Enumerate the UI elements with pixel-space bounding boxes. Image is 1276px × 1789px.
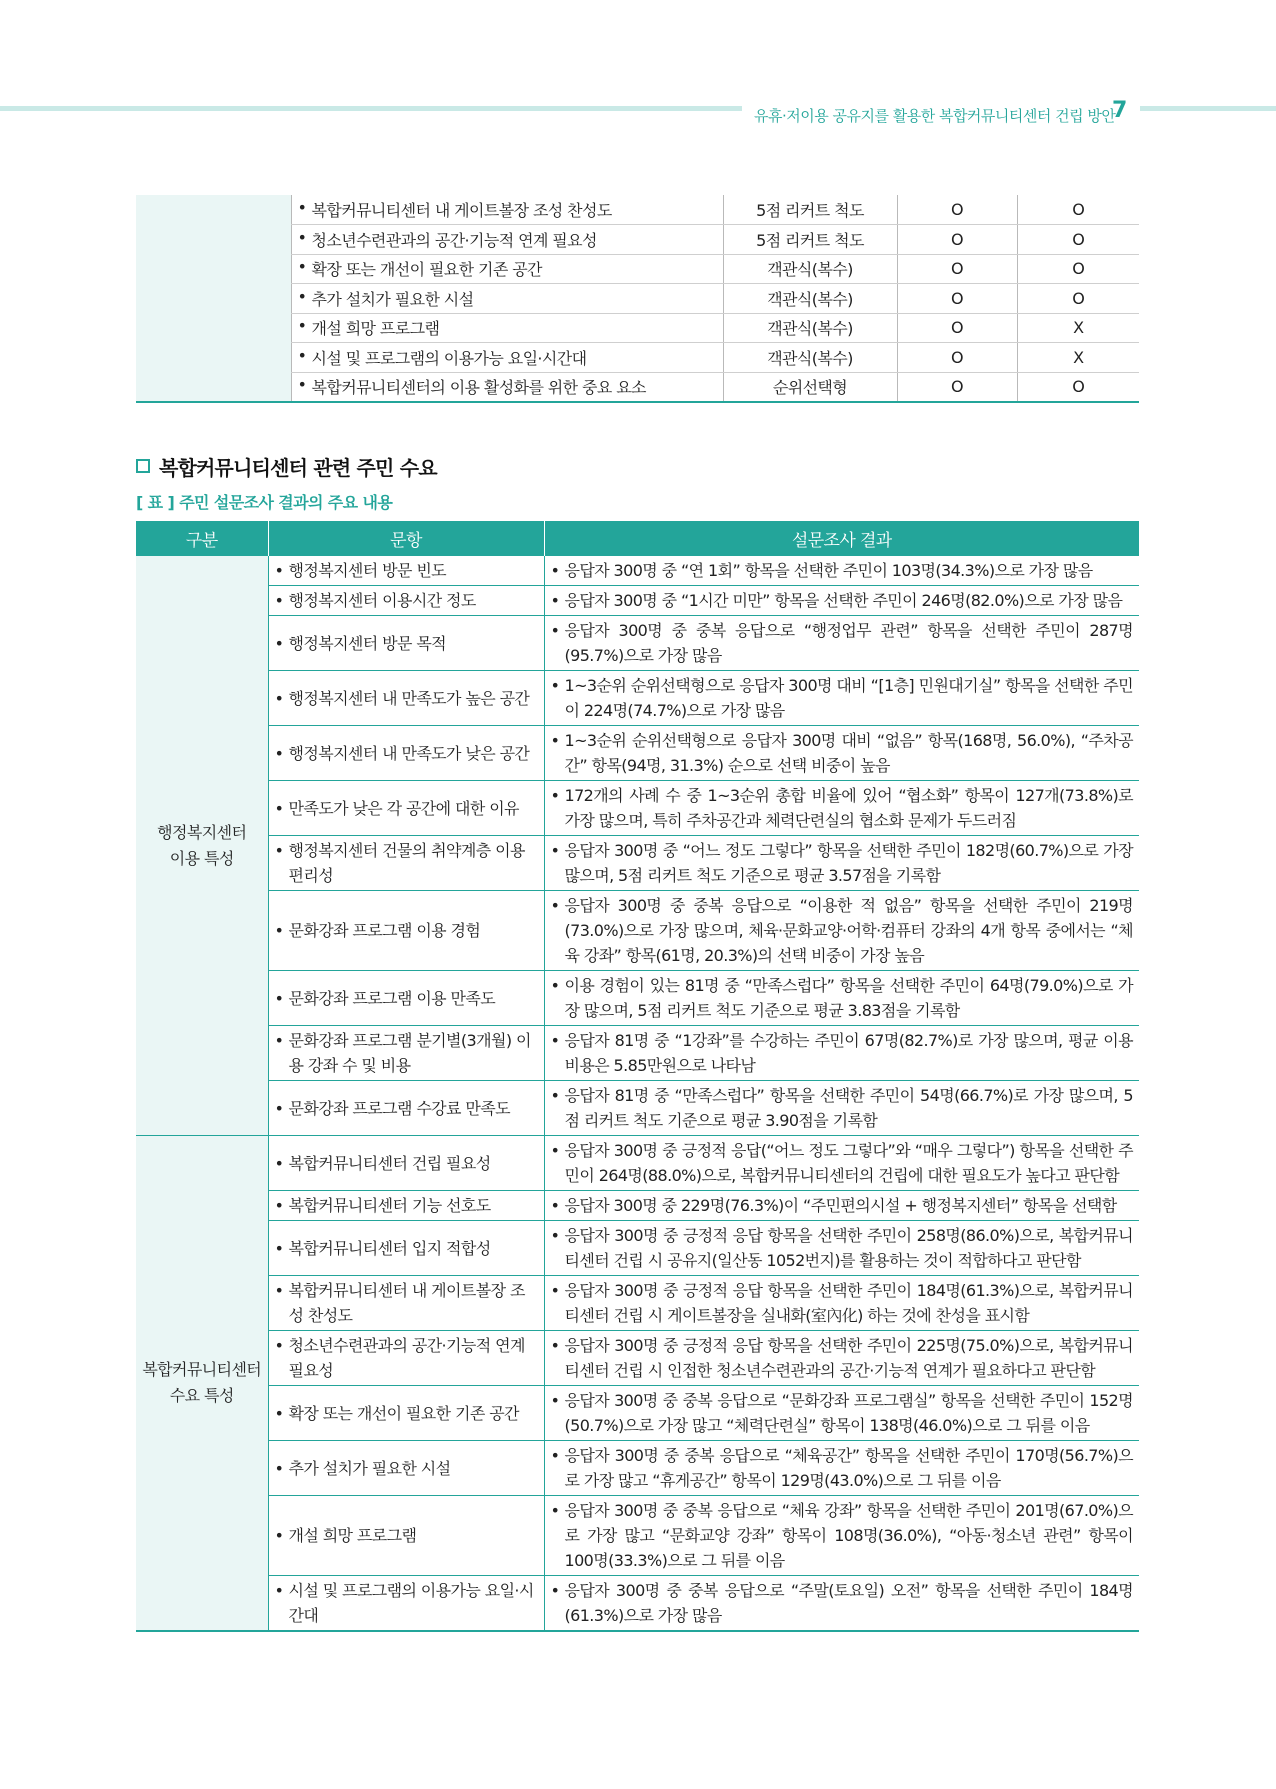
item-cell: • 추가 설치가 필요한 시설 (291, 284, 723, 314)
running-title: 유휴·저이용 공유지를 활용한 복합커뮤니티센터 건립 방안 (754, 107, 1116, 125)
item-cell: • 복합커뮤니티센터 내 게이트볼장 조성 찬성도 (291, 195, 723, 225)
survey-items-table (136, 195, 1139, 403)
type-cell: 5점 리커트 척도 (723, 225, 897, 255)
table-row (136, 726, 1139, 781)
table-row (136, 616, 1139, 671)
group-label-cell: 행정복지센터 이용 특성 (136, 556, 268, 1136)
mark-cell: O (897, 195, 1017, 225)
blank-category-cell (136, 195, 291, 402)
mark-cell: O (897, 372, 1017, 402)
question-cell: • 개설 희망 프로그램 (268, 1496, 544, 1576)
table-row (136, 1191, 1139, 1221)
item-cell: • 복합커뮤니티센터의 이용 활성화를 위한 중요 요소 (291, 372, 723, 402)
result-cell: • 응답자 300명 중 “1시간 미만” 항목을 선택한 주민이 246명(82.0%)으로 가장 많음 (544, 586, 1139, 616)
result-cell: • 응답자 300명 중 “어느 정도 그렇다” 항목을 선택한 주민이 182명(60.7%)으로 가장 많으며, 5점 리커트 척도 기준으로 평균 3.57점을 기록함 (544, 836, 1139, 891)
result-cell: • 응답자 300명 중 긍정적 응답 항목을 선택한 주민이 225명(75.0%)으로, 복합커뮤니티센터 건립 시 인접한 청소년수련관과의 공간·기능적 연계가 필요하다고 판단함 (544, 1331, 1139, 1386)
question-cell: • 문화강좌 프로그램 이용 만족도 (268, 971, 544, 1026)
question-cell: • 문화강좌 프로그램 분기별(3개월) 이용 강좌 수 및 비용 (268, 1026, 544, 1081)
type-cell: 객관식(복수) (723, 313, 897, 343)
result-cell: • 응답자 300명 중 긍정적 응답 항목을 선택한 주민이 184명(61.3%)으로, 복합커뮤니티센터 건립 시 게이트볼장을 실내화(室內化) 하는 것에 찬성을 표시함 (544, 1276, 1139, 1331)
header-rule-left (0, 106, 742, 111)
item-cell: • 개설 희망 프로그램 (291, 313, 723, 343)
result-cell: • 응답자 300명 중 중복 응답으로 “주말(토요일) 오전” 항목을 선택한 주민이 184명(61.3%)으로 가장 많음 (544, 1576, 1139, 1632)
mark-cell: O (897, 225, 1017, 255)
question-cell: • 행정복지센터 이용시간 정도 (268, 586, 544, 616)
table-row (136, 1576, 1139, 1632)
table-row (136, 671, 1139, 726)
question-cell: • 청소년수련관과의 공간·기능적 연계 필요성 (268, 1331, 544, 1386)
survey-results-table (136, 521, 1139, 1632)
mark-cell: O (897, 254, 1017, 284)
question-cell: • 만족도가 낮은 각 공간에 대한 이유 (268, 781, 544, 836)
mark-cell: X (1017, 343, 1139, 373)
result-cell: • 응답자 300명 중 중복 응답으로 “체육 강좌” 항목을 선택한 주민이 201명(67.0%)으로 가장 많고 “문화교양 강좌” 항목이 108명(36.0%), “아동·청소년 관련” 항목이 100명(33.3%)으로 그 뒤를 이음 (544, 1496, 1139, 1576)
question-cell: • 행정복지센터 방문 목적 (268, 616, 544, 671)
header-question: 문항 (268, 521, 544, 556)
item-cell: • 청소년수련관과의 공간·기능적 연계 필요성 (291, 225, 723, 255)
type-cell: 순위선택형 (723, 372, 897, 402)
result-cell: • 응답자 300명 중 중복 응답으로 “문화강좌 프로그램실” 항목을 선택한 주민이 152명(50.7%)으로 가장 많고 “체력단련실” 항목이 138명(46.0%)으로 그 뒤를 이음 (544, 1386, 1139, 1441)
result-cell: • 응답자 300명 중 중복 응답으로 “체육공간” 항목을 선택한 주민이 170명(56.7%)으로 가장 많고 “휴게공간” 항목이 129명(43.0%)으로 그 뒤를 이음 (544, 1441, 1139, 1496)
result-cell: • 이용 경험이 있는 81명 중 “만족스럽다” 항목을 선택한 주민이 64명(79.0%)으로 가장 많으며, 5점 리커트 척도 기준으로 평균 3.83점을 기록함 (544, 971, 1139, 1026)
page-number: 7 (1112, 98, 1128, 123)
question-cell: • 행정복지센터 내 만족도가 낮은 공간 (268, 726, 544, 781)
question-cell: • 복합커뮤니티센터 내 게이트볼장 조성 찬성도 (268, 1276, 544, 1331)
table-row (136, 1136, 1139, 1191)
header-rule-right (1140, 106, 1276, 111)
table-row (136, 836, 1139, 891)
group-label-cell: 복합커뮤니티센터 수요 특성 (136, 1136, 268, 1632)
table-caption: [ 표 ] 주민 설문조사 결과의 주요 내용 (136, 493, 393, 512)
table-row (136, 1221, 1139, 1276)
question-cell: • 행정복지센터 방문 빈도 (268, 556, 544, 586)
question-cell: • 행정복지센터 건물의 취약계층 이용편리성 (268, 836, 544, 891)
mark-cell: O (897, 343, 1017, 373)
result-cell: • 응답자 300명 중 229명(76.3%)이 “주민편의시설 + 행정복지센터” 항목을 선택함 (544, 1191, 1139, 1221)
mark-cell: O (1017, 372, 1139, 402)
result-cell: • 응답자 300명 중 중복 응답으로 “이용한 적 없음” 항목을 선택한 주민이 219명(73.0%)으로 가장 많으며, 체육·문화교양·어학·컴퓨터 강좌의 4개 항목 중에서는 “체육 강좌” 항목(61명, 20.3%)의 선택 비중이 가장 높음 (544, 891, 1139, 971)
table-row (136, 971, 1139, 1026)
result-cell: • 1~3순위 순위선택형으로 응답자 300명 대비 “없음” 항목(168명, 56.0%), “주차공간” 항목(94명, 31.3%) 순으로 선택 비중이 높음 (544, 726, 1139, 781)
question-cell: • 행정복지센터 내 만족도가 높은 공간 (268, 671, 544, 726)
result-cell: • 응답자 300명 중 긍정적 응답(“어느 정도 그렇다”와 “매우 그렇다”) 항목을 선택한 주민이 264명(88.0%)으로, 복합커뮤니티센터의 건립에 대한 필요도가 높다고 판단함 (544, 1136, 1139, 1191)
result-cell: • 1~3순위 순위선택형으로 응답자 300명 대비 “[1층] 민원대기실” 항목을 선택한 주민이 224명(74.7%)으로 가장 많음 (544, 671, 1139, 726)
table-row (136, 1386, 1139, 1441)
question-cell: • 복합커뮤니티센터 건립 필요성 (268, 1136, 544, 1191)
table-row (136, 1496, 1139, 1576)
question-cell: • 문화강좌 프로그램 이용 경험 (268, 891, 544, 971)
result-cell: • 응답자 300명 중 긍정적 응답 항목을 선택한 주민이 258명(86.0%)으로, 복합커뮤니티센터 건립 시 공유지(일산동 1052번지)를 활용하는 것이 적합하다고 판단함 (544, 1221, 1139, 1276)
mark-cell: X (1017, 313, 1139, 343)
question-cell: • 복합커뮤니티센터 입지 적합성 (268, 1221, 544, 1276)
table-row (136, 586, 1139, 616)
question-cell: • 문화강좌 프로그램 수강료 만족도 (268, 1081, 544, 1136)
result-cell: • 응답자 81명 중 “1강좌”를 수강하는 주민이 67명(82.7%)로 가장 많으며, 평균 이용 비용은 5.85만원으로 나타남 (544, 1026, 1139, 1081)
result-cell: • 응답자 300명 중 중복 응답으로 “행정업무 관련” 항목을 선택한 주민이 287명(95.7%)으로 가장 많음 (544, 616, 1139, 671)
mark-cell: O (897, 284, 1017, 314)
type-cell: 객관식(복수) (723, 284, 897, 314)
result-cell: • 172개의 사례 수 중 1~3순위 총합 비율에 있어 “협소화” 항목이 127개(73.8%)로 가장 많으며, 특히 주차공간과 체력단련실의 협소화 문제가 두드러짐 (544, 781, 1139, 836)
mark-cell: O (1017, 195, 1139, 225)
section-title: 복합커뮤니티센터 관련 주민 수요 (136, 452, 437, 481)
type-cell: 객관식(복수) (723, 254, 897, 284)
result-cell: • 응답자 81명 중 “만족스럽다” 항목을 선택한 주민이 54명(66.7%)로 가장 많으며, 5점 리커트 척도 기준으로 평균 3.90점을 기록함 (544, 1081, 1139, 1136)
table-row (136, 1331, 1139, 1386)
mark-cell: O (1017, 225, 1139, 255)
header-result: 설문조사 결과 (544, 521, 1139, 556)
table-row (136, 1276, 1139, 1331)
table-row (136, 195, 1139, 225)
table-row (136, 1441, 1139, 1496)
question-cell: • 추가 설치가 필요한 시설 (268, 1441, 544, 1496)
table-row (136, 1081, 1139, 1136)
type-cell: 객관식(복수) (723, 343, 897, 373)
item-cell: • 시설 및 프로그램의 이용가능 요일·시간대 (291, 343, 723, 373)
table-header-row (136, 521, 1139, 556)
header-category: 구분 (136, 521, 268, 556)
mark-cell: O (1017, 284, 1139, 314)
item-cell: • 확장 또는 개선이 필요한 기존 공간 (291, 254, 723, 284)
question-cell: • 복합커뮤니티센터 기능 선호도 (268, 1191, 544, 1221)
question-cell: • 시설 및 프로그램의 이용가능 요일·시간대 (268, 1576, 544, 1632)
result-cell: • 응답자 300명 중 “연 1회” 항목을 선택한 주민이 103명(34.3%)으로 가장 많음 (544, 556, 1139, 586)
table-row (136, 891, 1139, 971)
type-cell: 5점 리커트 척도 (723, 195, 897, 225)
section-marker-icon (136, 459, 150, 473)
question-cell: • 확장 또는 개선이 필요한 기존 공간 (268, 1386, 544, 1441)
mark-cell: O (897, 313, 1017, 343)
table-row (136, 781, 1139, 836)
table-row (136, 556, 1139, 586)
mark-cell: O (1017, 254, 1139, 284)
table-row (136, 1026, 1139, 1081)
